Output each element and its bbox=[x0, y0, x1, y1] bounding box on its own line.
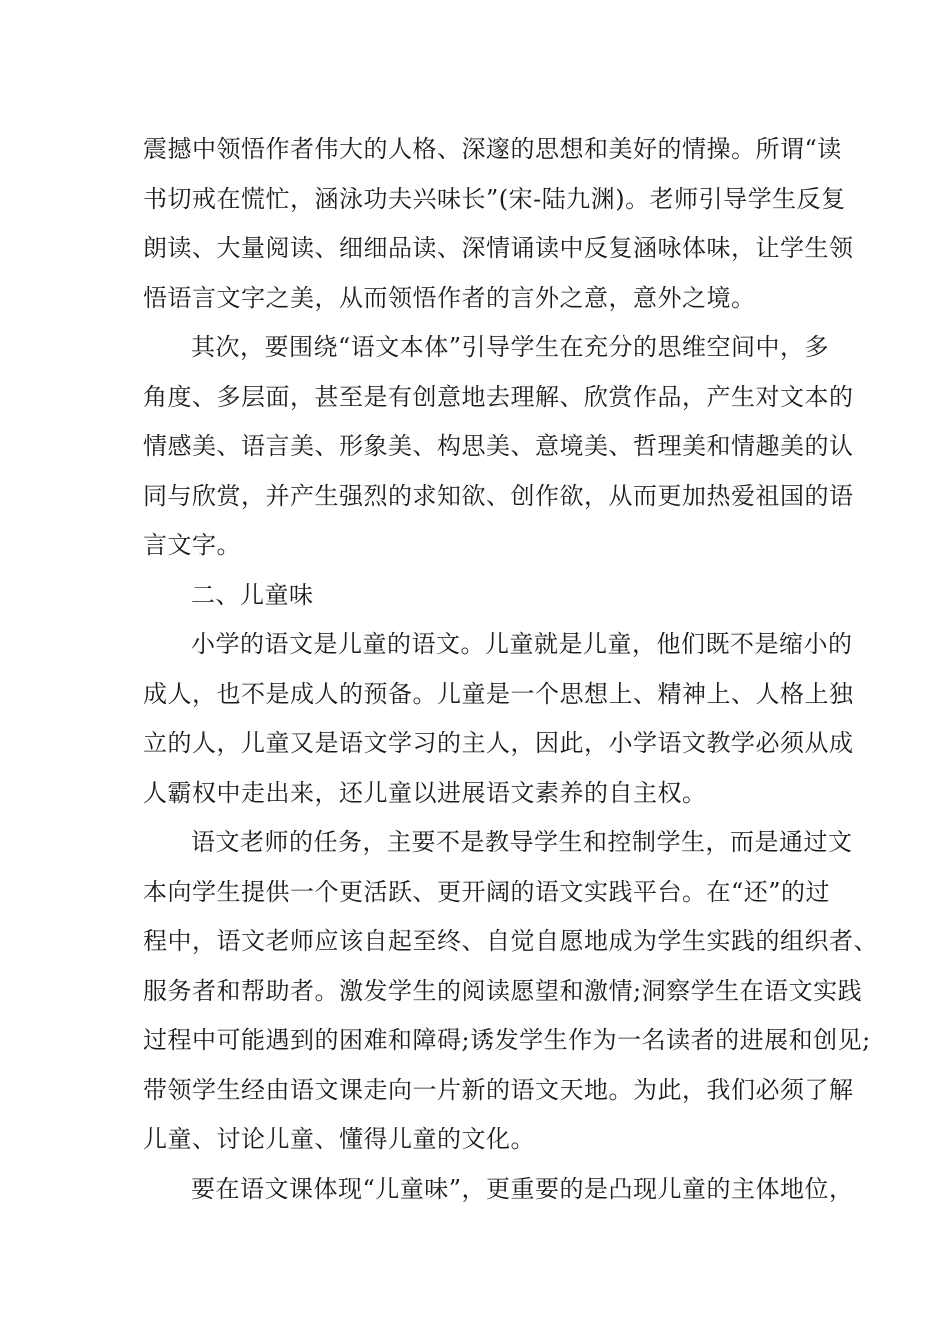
text-line: 服务者和帮助者。激发学生的阅读愿望和激情;洞察学生在语文实践 bbox=[143, 976, 863, 1005]
text-line: 语文老师的任务，主要不是教导学生和控制学生，而是通过文 bbox=[191, 828, 853, 856]
text-line: 角度、多层面，甚至是有创意地去理解、欣赏作品，产生对文本的 bbox=[143, 382, 854, 411]
document-body bbox=[143, 125, 878, 1214]
text-line: 书切戒在慌忙，涵泳功夫兴味长”(宋-陆九渊)。老师引导学生反复 bbox=[143, 184, 846, 213]
text-line: 朗读、大量阅读、细细品读、深情诵读中反复涵咏体味，让学生领 bbox=[143, 234, 854, 262]
text-line: 情感美、语言美、形象美、构思美、意境美、哲理美和情趣美的认 bbox=[143, 432, 854, 460]
text-line: 悟语言文字之美，从而领悟作者的言外之意，意外之境。 bbox=[143, 283, 756, 312]
text-line: 言文字。 bbox=[143, 531, 241, 559]
text-line: 儿童、讨论儿童、懂得儿童的文化。 bbox=[143, 1125, 535, 1153]
text-line: 本向学生提供一个更活跃、更开阔的语文实践平台。在“还”的过 bbox=[143, 877, 831, 906]
text-line: 立的人，儿童又是语文学习的主人，因此，小学语文教学必须从成 bbox=[143, 729, 854, 757]
text-line: 带领学生经由语文课走向一片新的语文天地。为此，我们必须了解 bbox=[143, 1075, 854, 1104]
text-line: 其次，要围绕“语文本体”引导学生在充分的思维空间中，多 bbox=[191, 333, 830, 361]
text-line: 成人，也不是成人的预备。儿童是一个思想上、精神上、人格上独 bbox=[143, 679, 854, 708]
text-line: 小学的语文是儿童的语文。儿童就是儿童，他们既不是缩小的 bbox=[191, 630, 853, 658]
text-line: 震撼中领悟作者伟大的人格、深邃的思想和美好的情操。所谓“读 bbox=[143, 135, 842, 163]
text-line: 同与欣赏，并产生强烈的求知欲、创作欲，从而更加热爱祖国的语 bbox=[143, 481, 854, 510]
text-line: 过程中可能遇到的困难和障碍;诱发学生作为一名读者的进展和创见; bbox=[143, 1026, 871, 1054]
text-line: 程中，语文老师应该自起至终、自觉自愿地成为学生实践的组织者、 bbox=[143, 927, 878, 955]
text-line: 人霸权中走出来，还儿童以进展语文素养的自主权。 bbox=[143, 778, 707, 807]
text-line: 要在语文课体现“儿童味”，更重要的是凸现儿童的主体地位， bbox=[191, 1174, 854, 1203]
section-heading: 二、儿童味 bbox=[191, 580, 314, 609]
